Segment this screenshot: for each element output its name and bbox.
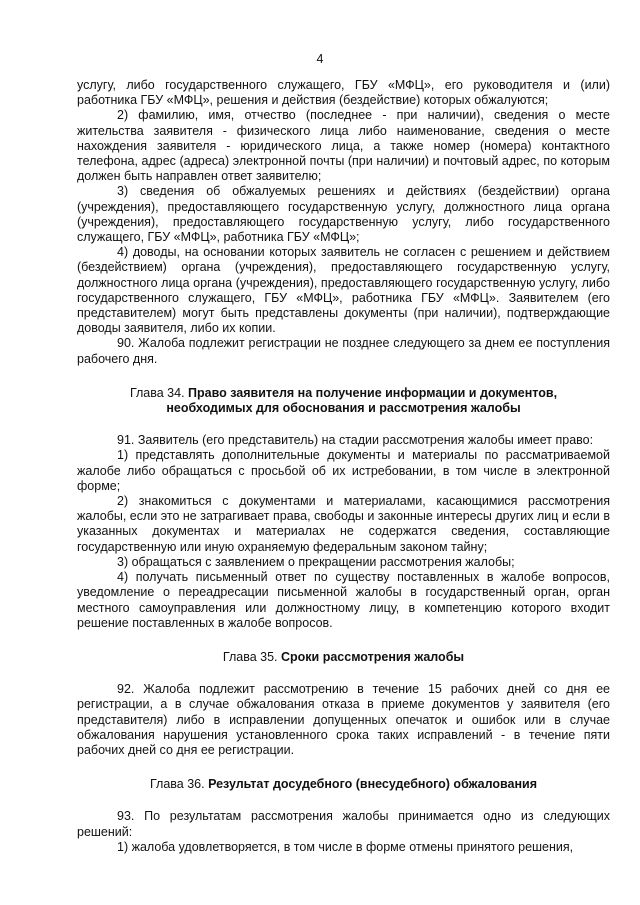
chapter-35-number: Глава 35.	[222, 649, 281, 664]
chapter-34-number: Глава 34.	[129, 385, 189, 400]
chapter-35-heading	[77, 650, 610, 665]
chapter-34-heading	[77, 386, 610, 416]
chapter-34-title-line1: Право заявителя на получение информации и документов,	[188, 385, 558, 400]
paragraph-item-4: 4) доводы, на основании которых заявитель не согласен с решением и действием (бездействием) органа (учреждения), предоставляющего государственную услугу, должностного лица органа (учреждения), предоставляющего государственную услугу, либо государственного служащего, ГБУ «МФЦ», работника ГБУ «МФЦ». Заявителем (его представителем) могут быть представлены документы (при наличии), подтверждающие доводы заявителя, либо их копии.	[77, 245, 610, 336]
chapter-34-title-line2: необходимых для обоснования и рассмотрения жалобы	[166, 401, 521, 416]
chapter-35-title: Сроки рассмотрения жалобы	[281, 649, 465, 664]
paragraph-90: 90. Жалоба подлежит регистрации не позднее следующего за днем ее поступления рабочего дня.	[77, 336, 610, 366]
chapter-36-title: Результат досудебного (внесудебного) обжалования	[208, 777, 538, 792]
document-body	[77, 78, 610, 855]
paragraph-91-item-4: 4) получать письменный ответ по существу поставленных в жалобе вопросов, уведомление о переадресации письменной жалобы в государственный орган, орган местного самоуправления или должностному лицу, в компетенцию которого входит решение поставленных в жалобе вопросов.	[77, 570, 610, 630]
chapter-36-heading	[77, 777, 610, 792]
paragraph-93-item-1: 1) жалоба удовлетворяется, в том числе в форме отмены принятого решения,	[117, 839, 574, 854]
paragraph-item-2: 2) фамилию, имя, отчество (последнее - при наличии), сведения о месте жительства заявителя - физического лица либо наименование, сведения о месте нахождения заявителя - юридического лица, а также номер (номера) контактного телефона, адрес (адреса) электронной почты (при наличии) и почтовый адрес, по которым должен быть направлен ответ заявителю;	[77, 108, 610, 184]
paragraph-91-item-1: 1) представлять дополнительные документы и материалы по рассматриваемой жалобе либо обращаться с просьбой об их истребовании, в том числе в электронной форме;	[77, 448, 610, 493]
chapter-36-number: Глава 36.	[149, 777, 209, 792]
paragraph-item-3: 3) сведения об обжалуемых решениях и действиях (бездействии) органа (учреждения), предоставляющего государственную услугу, должностного лица органа (учреждения), предоставляющего государственную услугу, либо государственного служащего, ГБУ «МФЦ», работника ГБУ «МФЦ»;	[77, 184, 610, 245]
paragraph-92: 92. Жалоба подлежит рассмотрению в течение 15 рабочих дней со дня ее регистрации, а в случае обжалования отказа в приеме документов у заявителя (его представителя) либо в исправлении допущенных опечаток и ошибок или в случае обжалования нарушения установленного срока таких исправлений - в течение пяти рабочих дней со дня ее регистрации.	[77, 682, 610, 757]
paragraph-91-item-2: 2) знакомиться с документами и материалами, касающимися рассмотрения жалобы, если это не затрагивает права, свободы и законные интересы других лиц и если в указанных документах и материалах не содержатся сведения, составляющие государственную или иную охраняемую федеральным законом тайну;	[77, 494, 610, 554]
paragraph-93: 93. По результатам рассмотрения жалобы принимается одно из следующих решений:	[77, 809, 610, 839]
page-number: 4	[316, 52, 324, 66]
paragraph-91-item-3: 3) обращаться с заявлением о прекращении рассмотрения жалобы;	[117, 554, 515, 569]
paragraph-91: 91. Заявитель (его представитель) на стадии рассмотрения жалобы имеет право:	[117, 433, 594, 448]
paragraph-continuation: услугу, либо государственного служащего, ГБУ «МФЦ», его руководителя и (или) работника ГБУ «МФЦ», решения и действия (бездействие) которых обжалуются;	[77, 78, 610, 108]
